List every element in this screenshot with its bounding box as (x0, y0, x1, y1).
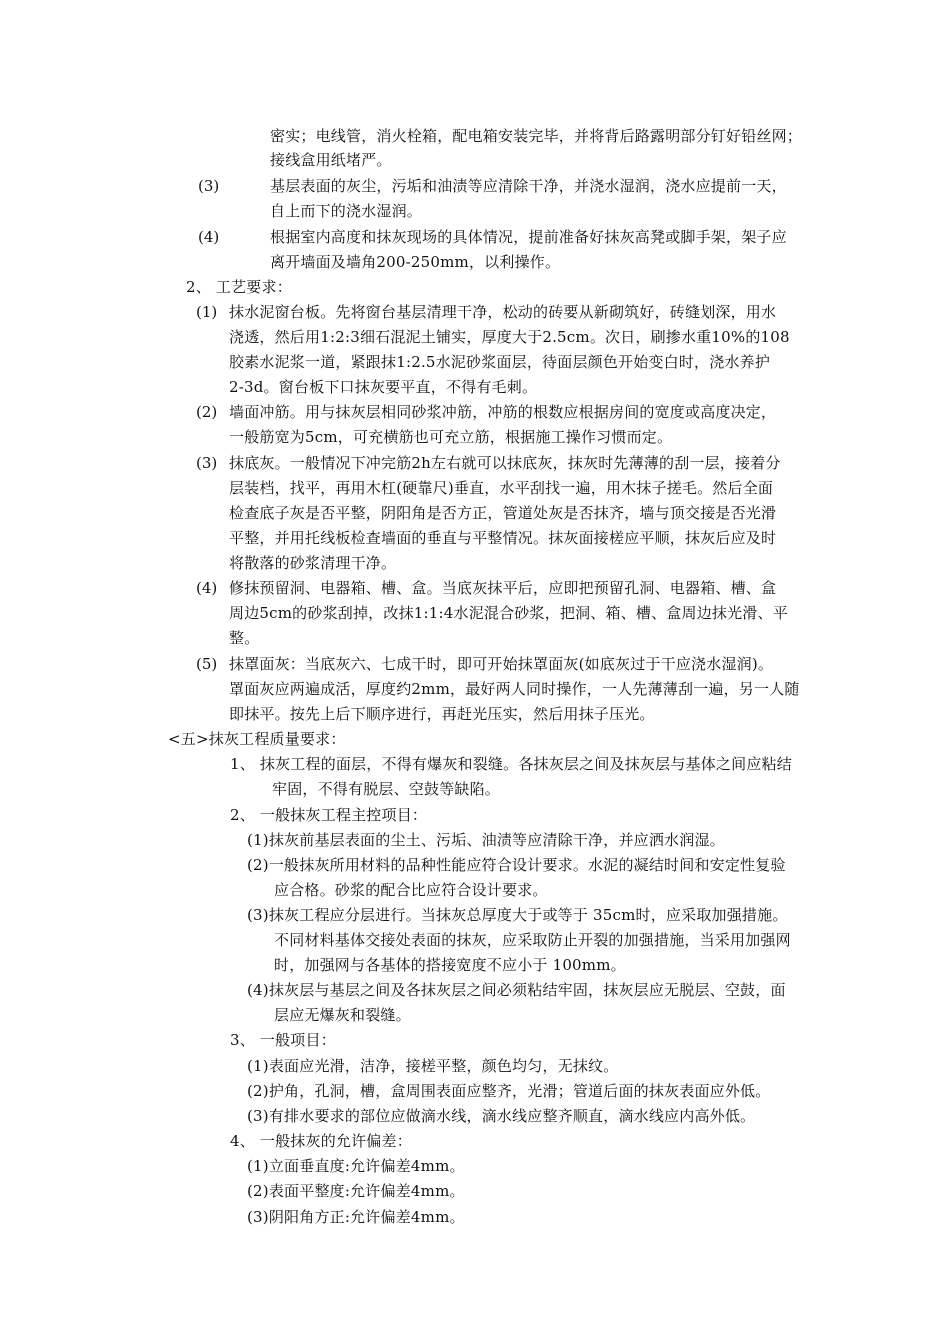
section-heading: 2、 一般抹灰工程主控项目： (230, 806, 428, 824)
text-line: 基层表面的灰尘，污垢和油渍等应清除干净，并浇水湿润，浇水应提前一天， (270, 177, 787, 195)
text-line: 离开墙面及墙角200-250mm，以利操作。 (270, 253, 561, 271)
text-line: 检查底子灰是否平整，阴阳角是否方正，管道处灰是否抹齐，墙与顶交接是否光滑 (229, 504, 777, 522)
text-line: 胶素水泥浆一道，紧跟抹1:2.5水泥砂浆面层，待面层颜色开始变白时，浇水养护 (229, 353, 771, 371)
text-line: (2)护角，孔洞，槽，盒周围表面应整齐，光滑；管道后面的抹灰表面应外低。 (247, 1082, 771, 1100)
item-number: (5) (196, 655, 218, 673)
item-number: (1) (196, 303, 218, 321)
text-line: 自上而下的浇水湿润。 (270, 202, 423, 220)
text-line: 抹罩面灰：当底灰六、七成干时，即可开始抹罩面灰(如底灰过于干应浇水湿润)。 (229, 655, 774, 673)
text-line: (2)表面平整度:允许偏差4mm。 (247, 1182, 465, 1200)
text-line: 平整，并用托线板检查墙面的垂直与平整情况。抹灰面接槎应平顺，抹灰后应及时 (229, 529, 777, 547)
text-line: 1、 抹灰工程的面层，不得有爆灰和裂缝。各抹灰层之间及抹灰层与基体之间应粘结 (230, 755, 792, 773)
text-line: 整。 (229, 629, 260, 647)
section-heading: 3、 一般项目： (230, 1031, 336, 1049)
section-heading: 4、 一般抹灰的允许偏差： (230, 1132, 412, 1150)
text-line: 墙面冲筋。用与抹灰层相同砂浆冲筋，冲筋的根数应根据房间的宽度或高度决定， (229, 403, 777, 421)
text-line: 周边5cm的砂浆刮掉，改抹1:1:4水泥混合砂浆，把洞、箱、槽、盒周边抹光滑、平 (229, 604, 788, 622)
text-line: 接线盒用纸堵严。 (270, 151, 392, 169)
text-line: (1)抹灰前基层表面的尘土、污垢、油渍等应清除干净，并应洒水润湿。 (247, 831, 725, 849)
text-line: 2-3d。窗台板下口抹灰要平直，不得有毛刺。 (229, 378, 538, 396)
text-line: 层应无爆灰和裂缝。 (274, 1006, 411, 1024)
text-line: 一般筋宽为5cm，可充横筋也可充立筋，根据施工操作习惯而定。 (229, 428, 673, 446)
text-line: 抹水泥窗台板。先将窗台基层清理干净，松动的砖要从新砌筑好，砖缝划深，用水 (229, 303, 777, 321)
text-line: 罩面灰应两遍成活，厚度约2mm，最好两人同时操作，一人先薄薄刮一遍，另一人随 (229, 680, 800, 698)
text-line: 不同材料基体交接处表面的抹灰，应采取防止开裂的加强措施，当采用加强网 (274, 931, 791, 949)
text-line: 抹底灰。一般情况下冲完筋2h左右就可以抹底灰，抹灰时先薄薄的刮一层，接着分 (229, 454, 781, 472)
section-title: <五>抹灰工程质量要求： (168, 730, 346, 748)
item-number: (3) (198, 177, 220, 195)
text-line: 将散落的砂浆清理干净。 (229, 554, 397, 572)
text-line: 时，加强网与各基体的搭接宽度不应小于 100mm。 (274, 956, 626, 974)
item-number: (3) (196, 454, 218, 472)
section-heading: 2、 工艺要求： (186, 278, 292, 296)
item-number: (4) (196, 579, 218, 597)
text-line: (3)有排水要求的部位应做滴水线，滴水线应整齐顺直，滴水线应内高外低。 (247, 1107, 756, 1125)
item-number: (2) (196, 403, 218, 421)
text-line: 牢固，不得有脱层、空鼓等缺陷。 (272, 780, 501, 798)
text-line: (4)抹灰层与基层之间及各抹灰层之间必须粘结牢固，抹灰层应无脱层、空鼓，面 (247, 981, 786, 999)
text-line: 即抹平。按先上后下顺序进行，再赶光压实，然后用抹子压光。 (229, 705, 655, 723)
text-line: 修抹预留洞、电器箱、槽、盒。当底灰抹平后，应即把预留孔洞、电器箱、槽、盒 (229, 579, 777, 597)
text-line: 层装档，找平，再用木杠(硬靠尺)垂直，水平刮找一遍，用木抹子搓毛。然后全面 (229, 479, 774, 497)
text-line: 密实；电线管，消火栓箱，配电箱安装完毕，并将背后路露明部分钉好铅丝网； (270, 127, 803, 145)
text-line: (2)一般抹灰所用材料的品种性能应符合设计要求。水泥的凝结时间和安定性复验 (247, 856, 786, 874)
text-line: 根据室内高度和抹灰现场的具体情况，提前准备好抹灰高凳或脚手架，架子应 (270, 228, 787, 246)
text-line: (3)抹灰工程应分层进行。当抹灰总厚度大于或等于 35cm时，应采取加强措施。 (247, 906, 788, 924)
text-line: (1)立面垂直度:允许偏差4mm。 (247, 1157, 465, 1175)
text-line: (3)阴阳角方正:允许偏差4mm。 (247, 1208, 465, 1226)
text-line: 浇透，然后用1:2:3细石混泥土铺实，厚度大于2.5cm。次日，刷掺水重10%的108 (229, 328, 790, 346)
text-line: 应合格。砂浆的配合比应符合设计要求。 (274, 881, 548, 899)
item-number: (4) (198, 228, 220, 246)
text-line: (1)表面应光滑，洁净，接槎平整，颜色均匀，无抹纹。 (247, 1057, 619, 1075)
